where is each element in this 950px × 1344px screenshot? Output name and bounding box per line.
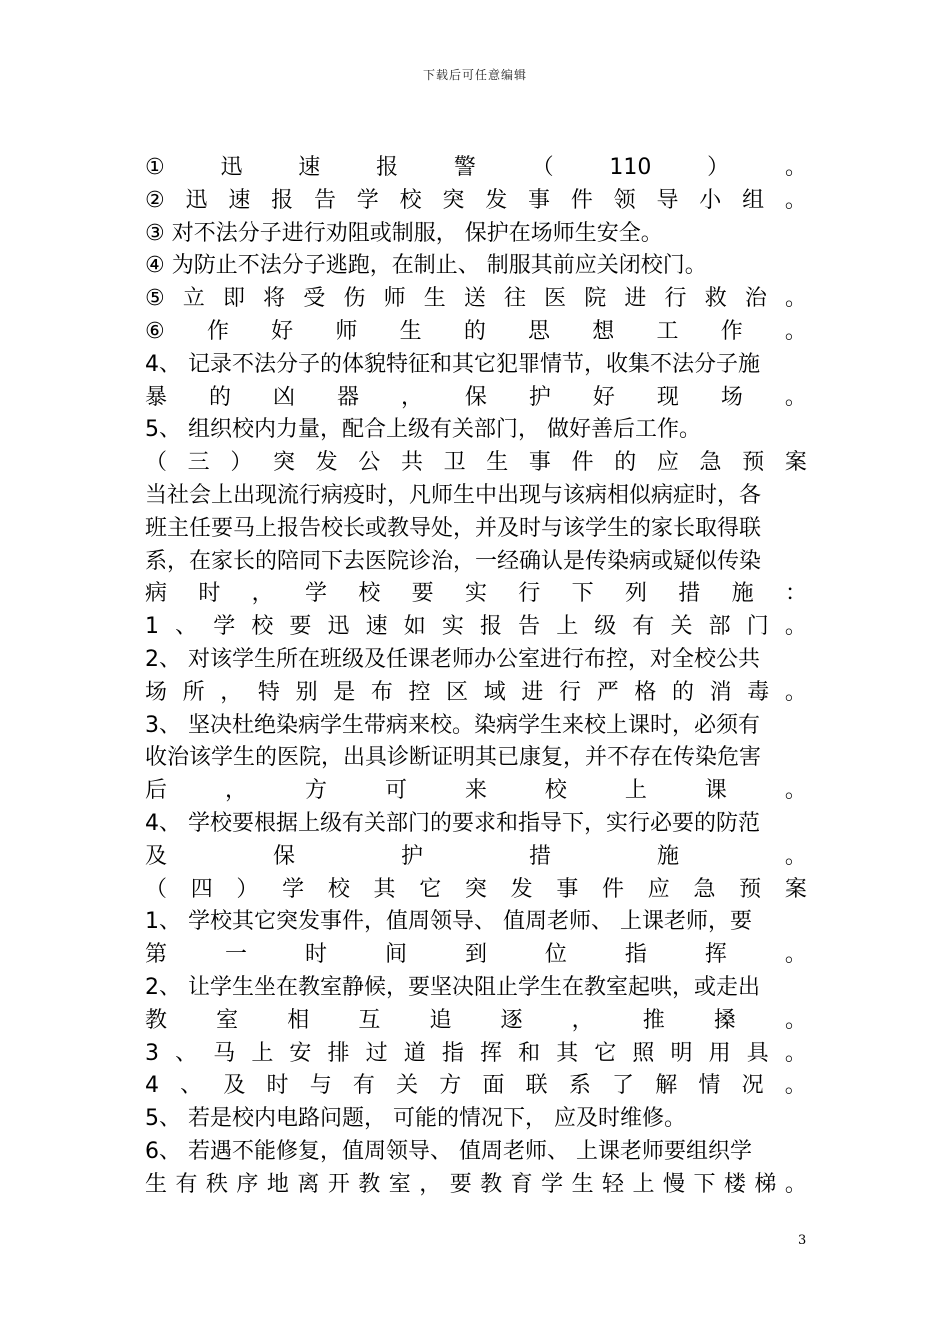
text-line: 1、 学校其它突发事件，值周领导、 值周老师、 上课老师，要 [145,909,752,935]
text-line: ⑥ 作 好 师 生 的 思 想 工 作 。 [145,318,807,344]
text-line: 1 、 学 校 要 迅 速 如 实 报 告 上 级 有 关 部 门 。 [145,614,807,640]
text-line: 生 有 秩 序 地 离 开 教 室 ， 要 教 育 学 生 轻 上 慢 下 楼 梯 。 [145,1171,807,1197]
text-line: 3、 坚决杜绝染病学生带病来校。染病学生来校上课时，必须有 [145,712,760,738]
text-line: 2、 对该学生所在班级及任课老师办公室进行布控，对全校公共 [145,646,760,672]
text-line: 3 、 马 上 安 排 过 道 指 挥 和 其 它 照 明 用 具 。 [145,1040,807,1066]
text-line: 5、 组织校内力量，配合上级有关部门， 做好善后工作。 [145,417,701,443]
text-line: （ 四 ） 学 校 其 它 突 发 事 件 应 急 预 案 [145,876,807,902]
text-line: 场 所 ， 特 别 是 布 控 区 域 进 行 严 格 的 消 毒 。 [145,679,807,705]
text-line: 4、 记录不法分子的体貌特征和其它犯罪情节，收集不法分子施 [145,351,760,377]
text-line: 暴 的 凶 器 ， 保 护 好 现 场 。 [145,384,807,410]
text-line: 后 ， 方 可 来 校 上 课 。 [145,778,807,804]
text-line: 2、 让学生坐在教室静候，要坚决阻止学生在教室起哄，或走出 [145,974,760,1000]
text-line: ② 迅 速 报 告 学 校 突 发 事 件 领 导 小 组 。 [145,187,807,213]
text-line: 4 、 及 时 与 有 关 方 面 联 系 了 解 情 况 。 [145,1073,807,1099]
text-line: 当社会上出现流行病疫时，凡师生中出现与该病相似病症时，各 [145,482,762,508]
text-line: 教 室 相 互 追 逐 ， 推 搡 。 [145,1007,807,1033]
document-body [145,152,807,1202]
text-line: ① 迅 速 报 警 （ 110 ） 。 [145,155,807,180]
text-line: （ 三 ） 突 发 公 共 卫 生 事 件 的 应 急 预 案 [145,450,807,476]
text-line: ⑤ 立 即 将 受 伤 师 生 送 往 医 院 进 行 救 治 。 [145,286,807,312]
text-line: 系，在家长的陪同下去医院诊治，一经确认是传染病或疑似传染 [145,548,762,574]
text-line: 收治该学生的医院，出具诊断证明其已康复，并不存在传染危害 [145,745,762,771]
text-line: 第 一 时 间 到 位 指 挥 。 [145,942,807,968]
text-line: ④ 为防止不法分子逃跑，在制止、 制服其前应关闭校门。 [145,253,707,279]
text-line: 病 时 ， 学 校 要 实 行 下 列 措 施 ： [145,581,807,607]
page-number: 3 [798,1233,807,1248]
text-line: 5、 若是校内电路问题， 可能的情况下， 应及时维修。 [145,1106,686,1132]
text-line: 及 保 护 措 施 。 [145,843,807,869]
text-line: 班主任要马上报告校长或教导处，并及时与该学生的家长取得联 [145,515,762,541]
text-line: 4、 学校要根据上级有关部门的要求和指导下，实行必要的防范 [145,810,760,836]
page-header: 下载后可任意编辑 [422,68,527,82]
text-line: 6、 若遇不能修复，值周领导、 值周老师、 上课老师要组织学 [145,1138,752,1164]
text-line: ③ 对不法分子进行劝阻或制服， 保护在场师生安全。 [145,220,663,246]
